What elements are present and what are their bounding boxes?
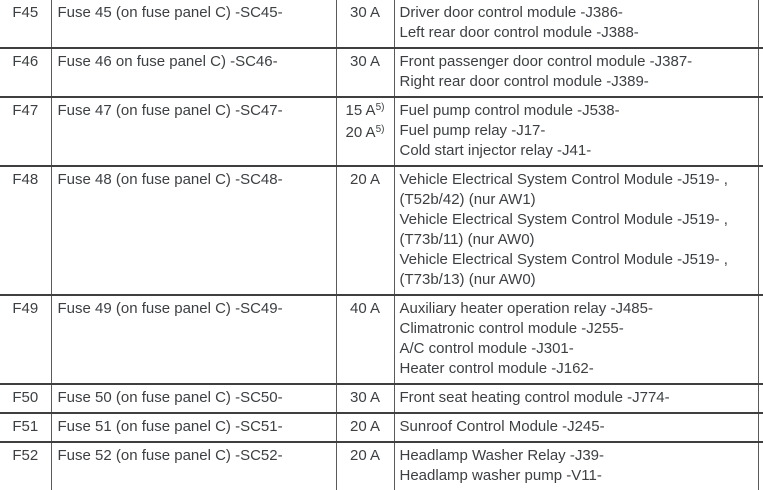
component-line: Fuel pump control module -J538- [399,102,620,119]
amperage-value: 40 A [349,300,381,317]
fuse-id-cell: F51 [0,413,51,442]
component-line: Driver door control module -J386- [399,4,623,21]
amperage-cell [336,295,394,384]
table-edge-spacer [758,295,763,384]
amperage-cell [336,384,394,413]
amperage-cell [336,166,394,295]
amperage-value: 15 A$^{5)}$ [345,102,385,119]
table-row [0,97,763,166]
amperage-cell [336,442,394,490]
footnote-marker: 5) [375,102,385,113]
amperage-cell [336,48,394,97]
component-line: Heater control module -J162- [399,360,594,377]
components-cell [394,48,758,97]
fuse-description-cell: Fuse 49 (on fuse panel C) -SC49- [51,295,336,384]
amperage-cell [336,413,394,442]
table-row [0,295,763,384]
components-cell [394,97,758,166]
table-edge-spacer [758,0,763,48]
component-line: Headlamp washer pump -V11- [399,467,602,484]
amperage-value: 20 A [349,171,381,188]
amperage-value: 30 A [349,4,381,21]
components-cell [394,166,758,295]
table-edge-spacer [758,97,763,166]
table-edge-spacer [758,384,763,413]
amperage-value: 20 A$^{5)}$ [345,124,385,141]
fuse-description-cell: Fuse 50 (on fuse panel C) -SC50- [51,384,336,413]
component-line: Climatronic control module -J255- [399,320,624,337]
fuse-description-cell: Fuse 46 on fuse panel C) -SC46- [51,48,336,97]
fuse-description-cell: Fuse 45 (on fuse panel C) -SC45- [51,0,336,48]
amperage-cell [336,97,394,166]
amperage-value: 30 A [349,53,381,70]
component-line: Sunroof Control Module -J245- [399,418,605,435]
component-line: (T52b/42) (nur AW1) [399,191,536,208]
fuse-description-cell: Fuse 48 (on fuse panel C) -SC48- [51,166,336,295]
table-row [0,48,763,97]
table-edge-spacer [758,48,763,97]
amperage-value: 30 A [349,389,381,406]
components-cell [394,0,758,48]
fuse-description-cell: Fuse 52 (on fuse panel C) -SC52- [51,442,336,490]
components-cell [394,295,758,384]
amperage-cell [336,0,394,48]
fuse-description-cell: Fuse 51 (on fuse panel C) -SC51- [51,413,336,442]
component-line: Front seat heating control module -J774- [399,389,670,406]
fuse-id-cell: F52 [0,442,51,490]
component-line: Cold start injector relay -J41- [399,142,592,159]
table-row [0,0,763,48]
component-line: (T73b/11) (nur AW0) [399,231,535,248]
fuse-id-cell: F45 [0,0,51,48]
fuse-id-cell: F47 [0,97,51,166]
component-line: Left rear door control module -J388- [399,24,639,41]
table-row [0,166,763,295]
amperage-value: 20 A [349,418,381,435]
fuse-id-cell: F48 [0,166,51,295]
component-line: Headlamp Washer Relay -J39- [399,447,605,464]
table-row [0,384,763,413]
component-line: (T73b/13) (nur AW0) [399,271,536,288]
component-line: Right rear door control module -J389- [399,73,649,90]
component-line: A/C control module -J301- [399,340,574,357]
table-edge-spacer [758,166,763,295]
table-edge-spacer [758,442,763,490]
component-line: Fuel pump relay -J17- [399,122,546,139]
table-row [0,413,763,442]
component-line: Vehicle Electrical System Control Module -J519- , [399,171,728,188]
fuse-id-cell: F46 [0,48,51,97]
components-cell [394,442,758,490]
fuse-id-cell: F49 [0,295,51,384]
components-cell [394,384,758,413]
components-cell [394,413,758,442]
component-line: Vehicle Electrical System Control Module -J519- , [399,211,728,228]
component-line: Front passenger door control module -J387- [399,53,693,70]
fuse-id-cell: F50 [0,384,51,413]
table-edge-spacer [758,413,763,442]
fuse-description-cell: Fuse 47 (on fuse panel C) -SC47- [51,97,336,166]
table-row [0,442,763,490]
footnote-marker: 5) [375,124,385,135]
amperage-value: 20 A [349,447,381,464]
component-line: Vehicle Electrical System Control Module -J519- , [399,251,728,268]
component-line: Auxiliary heater operation relay -J485- [399,300,653,317]
